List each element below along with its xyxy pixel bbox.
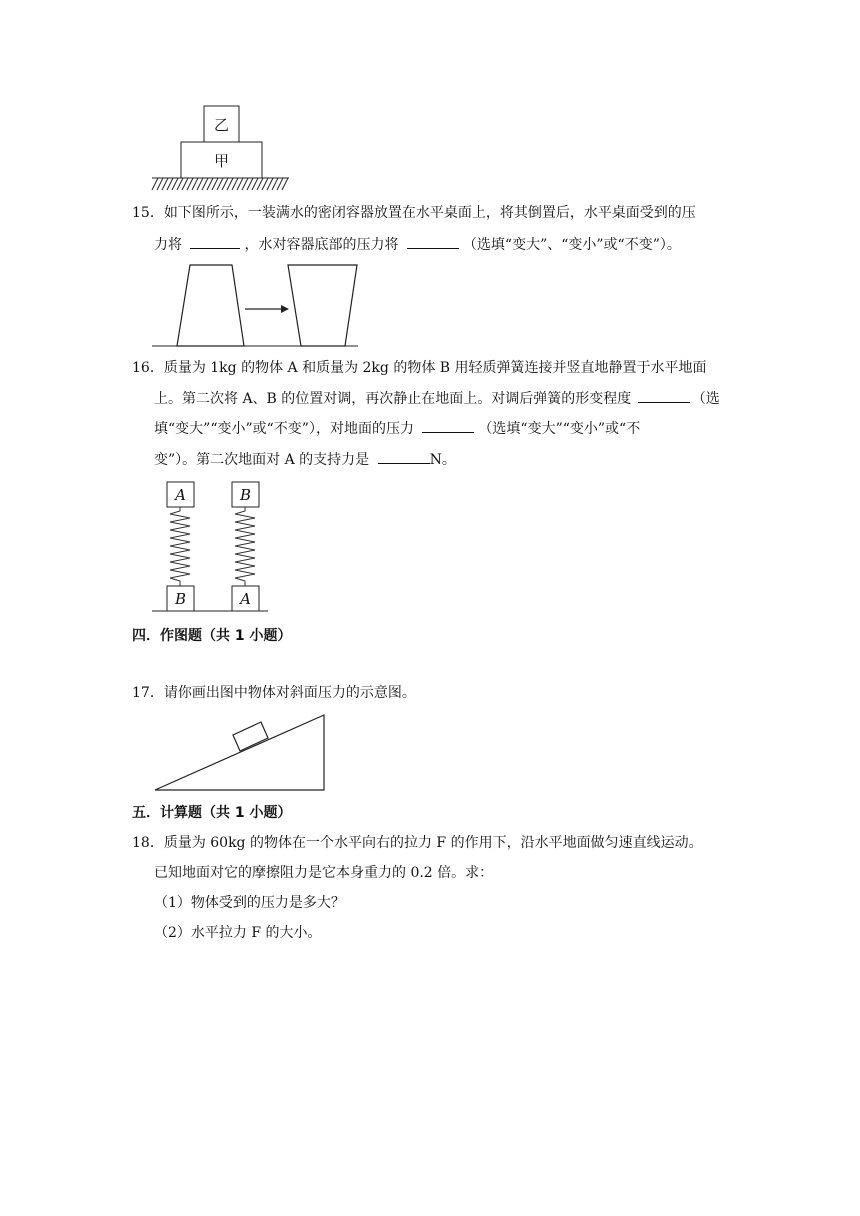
q17-text: 17．请你画出图中物体对斜面压力的示意图。 <box>132 685 416 701</box>
q16-text-4b: N。 <box>429 452 456 468</box>
q18-line2: 已知地面对它的摩擦阻力是它本身重力的 0.2 倍。求： <box>154 865 494 881</box>
q18-sub2: （2）水平拉力 F 的大小。 <box>154 925 322 941</box>
right-top-label: B <box>239 486 252 504</box>
q16-text-2b: （选 <box>691 391 720 407</box>
block-yi-label: 乙 <box>213 116 230 134</box>
q18-line1: 18．质量为 60kg 的物体在一个水平向右的拉力 F 的作用下，沿水平地面做匀速直线运动。 <box>132 835 703 851</box>
incline-triangle <box>155 715 324 790</box>
q16-line1: 16．质量为 1kg 的物体 A 和质量为 2kg 的物体 B 用轻质弹簧连接并竖直地静置于水平地面 <box>132 360 707 376</box>
right-bottom-label: A <box>240 590 251 608</box>
left-bottom-label: B <box>174 590 187 608</box>
left-top-label: A <box>175 486 186 504</box>
q18-sub1: （1）物体受到的压力是多大？ <box>154 895 345 911</box>
section-5-title: 五．计算题（共 1 小题） <box>132 805 292 821</box>
q16-text-4a: 变”）。第二次地面对 A 的支持力是 <box>154 452 370 468</box>
q15-line1: 15．如下图所示，一装满水的密闭容器放置在水平桌面上，将其倒置后，水平桌面受到的压 <box>132 205 696 221</box>
q16-text-2a: 上。第二次将 A、B 的位置对调，再次静止在地面上。对调后弹簧的形变程度 <box>154 391 632 407</box>
q15-text-b: ，水对容器底部的压力将 <box>244 237 399 253</box>
q16-text-3b: （选填“变大”“变小”或“不 <box>478 421 641 437</box>
section-4-title: 四．作图题（共 1 小题） <box>132 628 292 644</box>
q16-text-3a: 填“变大”“变小”或“不变”），对地面的压力 <box>154 421 414 437</box>
q15-text-c: （选填“变大”、“变小”或“不变”）。 <box>462 237 681 253</box>
q15-text-a: 力将 <box>154 237 182 253</box>
block-jia-label: 甲 <box>213 152 230 170</box>
